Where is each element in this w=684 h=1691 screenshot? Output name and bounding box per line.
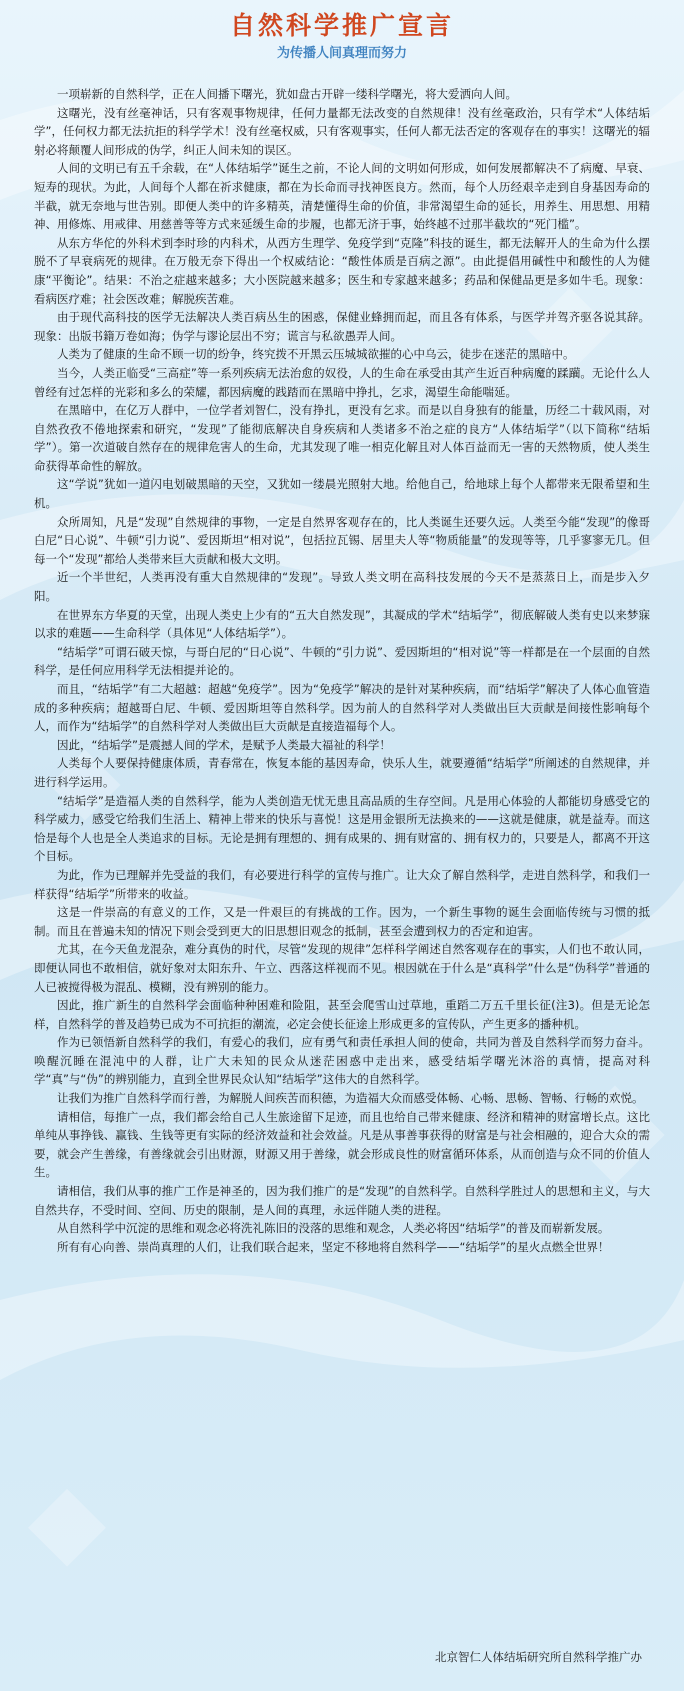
paragraph: 作为已领悟新自然科学的我们，有爱心的我们，应有勇气和责任承担人间的使命，共同为普及自然科学而努力奋斗。唤醒沉睡在混沌中的人群，让广大未知的民众从迷茫困惑中走出来，感受结垢学曙光沐浴的真情，提高对科学“真”与“伪”的辨别能力，直到全世界民众认知“结垢学”这伟大的自然科学。 — [34, 1035, 650, 1087]
paragraph: 当今，人类正临受“三高症”等一系列疾病无法治愈的奴役，人的生命在承受由其产生近百种病魔的蹂躏。无论什么人曾经有过怎样的光彩和多么的荣耀，都因病魔的践踏而在黑暗中挣扎，乞求，渴望生命能喘延。 — [34, 365, 650, 399]
paragraph: 请相信，每推广一点，我们都会给自己人生旅途留下足迹，而且也给自己带来健康、经济和精神的财富增长点。这比单纯从事挣钱、赢钱、生钱等更有实际的经济效益和社会效益。凡是从事善事获得的财富是与社会相融的，迎合大众的需要，就会产生善缘，有善缘就会引出财源，财源又用于善缘，就会形成良性的财富循环体系，从而创造与众不同的价值人生。 — [34, 1109, 650, 1180]
paragraph: 请相信，我们从事的推广工作是神圣的，因为我们推广的是“发现”的自然科学。自然科学胜过人的思想和主义，与大自然共存，不受时间、空间、历史的限制，是人间的真理，永远伴随人类的进程。 — [34, 1184, 650, 1217]
paragraph: 一项崭新的自然科学，正在人间播下曙光，犹如盘古开辟一缕科学曙光，将大爱洒向人间。 — [57, 87, 517, 101]
paragraph: 所有有心向善、崇尚真理的人们，让我们联合起来，坚定不移地将自然科学——“结垢学”的星火点燃全世界！ — [57, 1239, 610, 1254]
paragraph: 在黑暗中，在亿万人群中，一位学者刘智仁，没有挣扎，更没有乞求。而是以自身独有的能量，历经二十载风雨，对自然孜孜不倦地探索和研究，“发现”了能彻底解决自身疾病和人类诸多不治之症的良方“人体结垢学”（以下简称“结垢学”）。第一次道破自然存在的规律危害人的生命，尤其发现了唯一相克化解且对人体百益而无一害的天然物质，使人类生命获得革命性的解放。 — [34, 403, 650, 473]
paragraph: 由于现代高科技的医学无法解决人类百病丛生的困惑，保健业蜂拥而起，而且各有体系，与医学并驾齐驱各说其辞。现象：出版书籍万卷如海；伪学与谬论层出不穷；谎言与私欲愚弄人间。 — [34, 310, 650, 343]
header — [0, 0, 684, 64]
paragraph: 人间的文明已有五千余载，在“人体结垢学”诞生之前，不论人间的文明如何形成，如何发展都解决不了病魔、早衰、短寿的现状。为此，人间每个人都在祈求健康，都在为长命而寻找神医良方。然而，每个人历经艰辛走到自身基因寿命的半截，就无奈地与世告别。即便人类中的许多精英，清楚懂得生命的价值，非常渴望生命的延长，用养生、用思想、用精神、用修炼、用戒律、用慈善等等方式来延缓生命的步履，也都无济于事，始终越不过那半截坎的“死门槛”。 — [34, 161, 650, 232]
paragraph: 在世界东方华夏的天堂，出现人类史上少有的“五大自然发现”，其凝成的学术“结垢学”，彻底解破人类有史以来梦寐以求的难题——生命科学（具体见“人体结垢学”）。 — [34, 607, 650, 641]
page-subtitle: 为传播人间真理而努力 — [276, 46, 407, 61]
paragraph: 这曙光，没有丝毫神话，只有客观事物规律，任何力量都无法改变的自然规律！没有丝毫政治，只有学术“人体结垢学”，任何权力都无法抗拒的科学学术！没有丝毫权威，只有客观事实，任何人都无法否定的客观存在的事实！这曙光的辐射必将颠覆人间形成的伪学，纠正人间未知的误区。 — [34, 105, 650, 157]
paragraph: 这是一件崇高的有意义的工作，又是一件艰巨的有挑战的工作。因为，一个新生事物的诞生会面临传统与习惯的抵制。而且在普遍未知的情况下则会受到更大的旧思想旧观念的抵制，甚至会遭到权力的否定和迫害。 — [34, 905, 650, 938]
paragraph: 因此，推广新生的自然科学会面临种种困难和险阻，甚至会爬雪山过草地，重蹈二万五千里长征(注3)。但是无论怎样，自然科学的普及趋势已成为不可抗拒的潮流，必定会使长征途上形成更多的宣传队，产生更多的播种机。 — [34, 998, 650, 1031]
paragraph: 这“学说”犹如一道闪电划破黑暗的天空，又犹如一缕晨光照射大地。给他自己，给地球上每个人都带来无限希望和生机。 — [34, 477, 650, 511]
paragraph: 让我们为推广自然科学而行善，为解脱人间疾苦而积德，为造福大众而感受体畅、心畅、思畅、智畅、行畅的欢悦。 — [57, 1091, 644, 1106]
paragraph: 人类每个人要保持健康体质，青春常在，恢复本能的基因寿命，快乐人生，就要遵循“结垢学”所阐述的自然规律，并进行科学运用。 — [34, 756, 650, 789]
paragraph: 人类为了健康的生命不顾一切的纷争，终究拨不开黑云压城城欲摧的心中乌云，徒步在迷茫的黑暗中。 — [57, 347, 575, 362]
paragraph: 从自然科学中沉淀的思维和观念必将洗礼陈旧的没落的思维和观念，人类必将因“结垢学”的普及而崭新发展。 — [57, 1221, 610, 1236]
declaration-body — [0, 85, 684, 1256]
paragraph: 而且，“结垢学”有二大超越：超越“免疫学”。因为“免疫学”解决的是针对某种疾病，而“结垢学”解决了人体心血管造成的多种疾病；超越哥白尼、牛顿、爱因斯坦等自然科学。因为前人的自然科学对人类做出巨大贡献是间接性影响每个人，而作为“结垢学”的自然科学对人类做出巨大贡献是直接造福每个人。 — [34, 682, 650, 734]
paragraph: 因此，“结垢学”是震撼人间的学术，是赋予人类最大福祉的科学！ — [57, 737, 391, 752]
paragraph: 从东方华佗的外科术到李时珍的内科术，从西方生理学、免疫学到“克隆”科技的诞生，都无法解开人的生命为什么摆脱不了早衰病死的规律。在万般无奈下得出一个权威结论：“酸性体质是百病之源”。由此提倡用碱性中和酸性的人为健康“平衡论”。结果：不治之症越来越多；大小医院越来越多；医生和专家越来越多；药品和保健品更是多如牛毛。现象：看病医疗难；社会医改难；解脱疾苦难。 — [34, 235, 650, 306]
paragraph: 尤其，在今天鱼龙混杂，难分真伪的时代，尽管“发现的规律”怎样科学阐述自然客观存在的事实，人们也不敢认同，即便认同也不敢相信，就好象对太阳东升、午立、西落这样视而不见。根因就在于什么是“真科学”什么是“伪科学”普通的人已被搅得极为混乱、模糊，没有辨别的能力。 — [34, 942, 650, 994]
paragraph: 为此，作为已理解并先受益的我们，有必要进行科学的宣传与推广。让大众了解自然科学，走进自然科学，和我们一样获得“结垢学”所带来的收益。 — [34, 867, 650, 901]
paragraph: 众所周知，凡是“发现”自然规律的事物，一定是自然界客观存在的，比人类诞生还要久远。人类至今能“发现”的像哥白尼“日心说”、牛顿“引力说”、爱因斯坦“相对说”，包括拉瓦锡、居里夫人等“物质能量”的发现等等，几乎寥寥无几。但每一个“发现”都给人类带来巨大贡献和极大文明。 — [34, 514, 650, 566]
paragraph: 近一个半世纪，人类再没有重大自然规律的“发现”。导致人类文明在高科技发展的今天不是蒸蒸日上，而是步入夕阳。 — [34, 570, 650, 604]
paragraph: “结垢学”是造福人类的自然科学，能为人类创造无忧无患且高品质的生存空间。凡是用心体验的人都能切身感受它的科学威力，感受它给我们生活上、精神上带来的快乐与喜悦！这是用金银所无法换来的——这就是健康，就是益寿。而这恰是每个人也是全人类追求的目标。无论是拥有理想的、拥有成果的、拥有财富的、拥有权力的，只要是人，都离不开这个目标。 — [34, 793, 650, 864]
page-title: 自然科学推广宣言 — [229, 11, 454, 40]
paragraph: “结垢学”可谓石破天惊，与哥白尼的“日心说”、牛顿的“引力说”、爱因斯坦的“相对说”等一样都是在一个层面的自然科学，是任何应用科学无法相提并论的。 — [34, 644, 650, 678]
signature: 北京智仁人体结垢研究所自然科学推广办 — [435, 1650, 642, 1664]
